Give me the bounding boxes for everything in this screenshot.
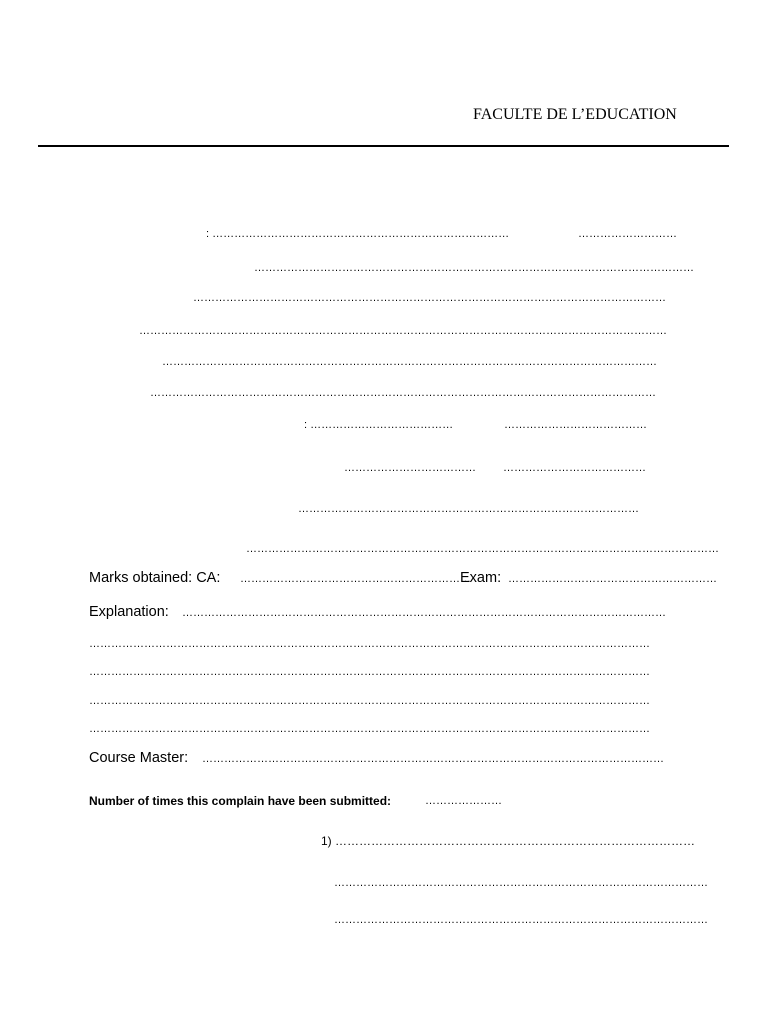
course-master-field[interactable]: ……………………………………………………………………………………………………………… [202,753,664,765]
blank-line-4[interactable]: ……………………………………………………………………………………………………………………………… [139,325,667,337]
blank-line-9[interactable]: ………………………………………………………………………………… [298,503,639,515]
explanation-line-2[interactable]: ……………………………………………………………………………………………………………………………………… [89,666,650,678]
explanation-label: Explanation: [89,604,169,620]
signature-line-3[interactable]: ………………………………………………………………………………………… [334,914,708,926]
faculty-title: FACULTE DE L’EDUCATION [473,106,677,123]
blank-line-8a[interactable]: ……………………………… [344,462,476,474]
explanation-line-4[interactable]: ……………………………………………………………………………………………………………………………………… [89,723,650,735]
submitted-count-field[interactable]: ………………… [425,795,502,807]
blank-line-2[interactable]: ………………………………………………………………………………………………………… [254,262,694,274]
blank-line-1b[interactable]: ……………………… [578,228,677,240]
blank-line-7b[interactable]: ………………………………… [504,419,647,431]
submitted-count-label: Number of times this complain have been submitted: [89,794,392,808]
signature-line-1[interactable]: 1) ……………………………………………………………………………… [321,834,696,848]
blank-line-8b[interactable]: ………………………………… [503,462,646,474]
exam-label: Exam: [460,570,502,586]
signature-line-2[interactable]: ………………………………………………………………………………………… [334,877,708,889]
marks-label: Marks obtained: CA: [89,570,221,586]
blank-line-6[interactable]: ………………………………………………………………………………………………………………………… [150,387,656,399]
course-master-label: Course Master: [89,750,189,766]
header-divider [38,145,729,147]
blank-line-7a[interactable]: : ………………………………… [304,419,454,431]
blank-line-10[interactable]: ………………………………………………………………………………………………………………… [246,543,719,555]
marks-ca-field[interactable]: ……………………………………………………… [240,573,471,585]
exam-field[interactable]: ………………………………………………… [508,573,717,585]
blank-line-3[interactable]: ………………………………………………………………………………………………………………… [193,292,666,304]
explanation-line-3[interactable]: ……………………………………………………………………………………………………………………………………… [89,695,650,707]
explanation-line-1[interactable]: ……………………………………………………………………………………………………………………………………… [89,638,650,650]
blank-line-5[interactable]: ……………………………………………………………………………………………………………………… [162,356,657,368]
blank-line-1a[interactable]: : ……………………………………………………………………… [206,228,510,240]
explanation-field[interactable]: …………………………………………………………………………………………………………………… [182,607,666,619]
